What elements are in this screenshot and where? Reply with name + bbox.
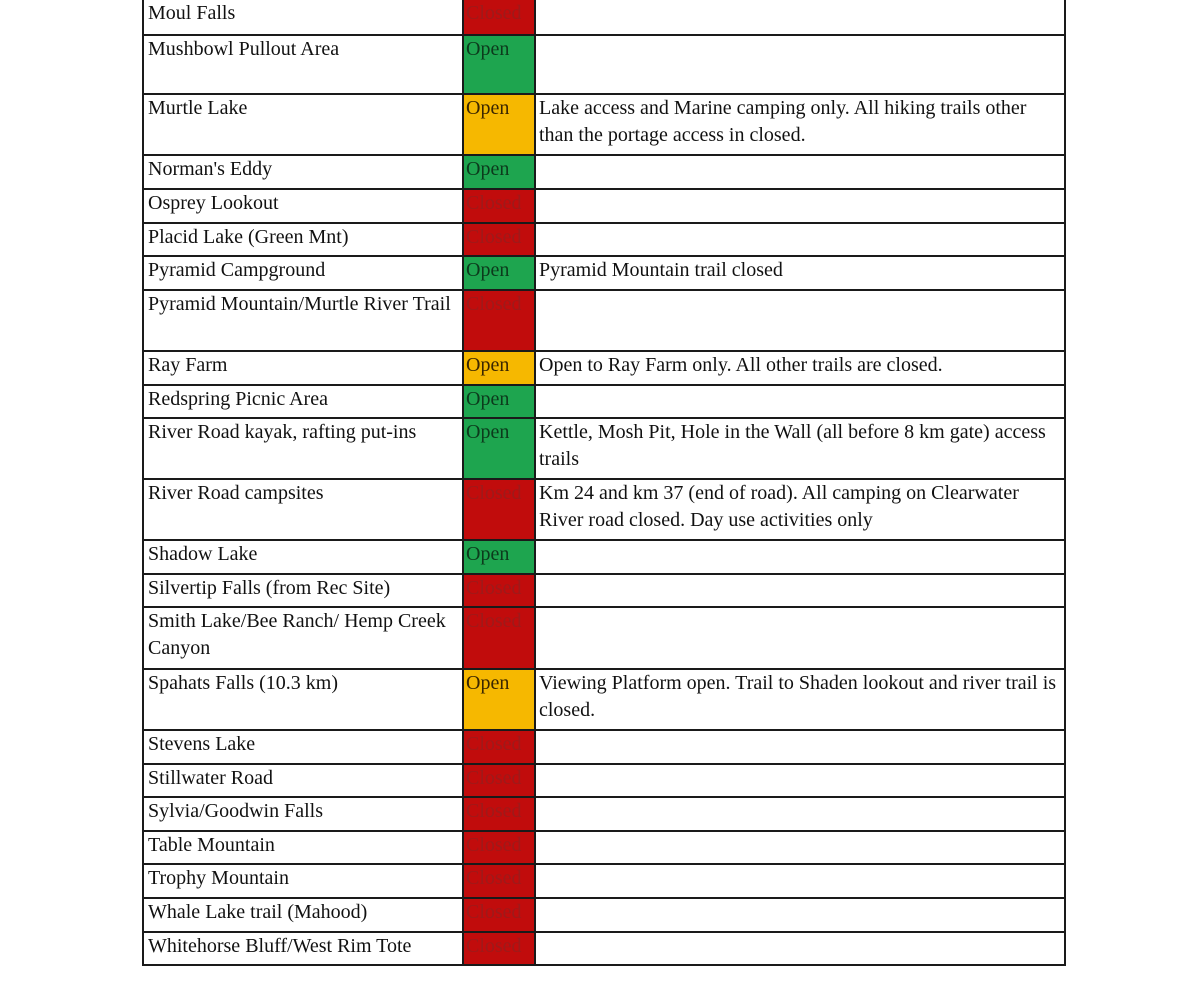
table-row — [143, 797, 1065, 831]
table-row — [143, 94, 1065, 155]
notes-cell — [535, 155, 1065, 189]
table-row — [143, 932, 1065, 965]
status-badge: Open — [463, 256, 535, 290]
table-row — [143, 730, 1065, 764]
notes-cell — [535, 797, 1065, 831]
notes-cell: Viewing Platform open. Trail to Shaden lookout and river trail is closed. — [535, 669, 1065, 730]
location-name-cell: River Road campsites — [143, 479, 463, 540]
table-row — [143, 479, 1065, 540]
status-badge: Open — [463, 540, 535, 574]
location-name-cell: Redspring Picnic Area — [143, 385, 463, 418]
location-name-cell: Moul Falls — [143, 0, 463, 35]
notes-cell — [535, 385, 1065, 418]
table-row — [143, 607, 1065, 669]
notes-cell — [535, 831, 1065, 864]
table-row — [143, 574, 1065, 607]
location-name-cell: Ray Farm — [143, 351, 463, 385]
status-badge: Closed — [463, 797, 535, 831]
status-badge: Open — [463, 385, 535, 418]
notes-cell — [535, 223, 1065, 256]
status-badge: Closed — [463, 730, 535, 764]
location-name-cell: Silvertip Falls (from Rec Site) — [143, 574, 463, 607]
status-badge: Open — [463, 94, 535, 155]
location-name-cell: Osprey Lookout — [143, 189, 463, 223]
notes-cell: Open to Ray Farm only. All other trails are closed. — [535, 351, 1065, 385]
table-row — [143, 35, 1065, 94]
status-badge: Closed — [463, 574, 535, 607]
notes-cell — [535, 764, 1065, 797]
location-name-cell: Stillwater Road — [143, 764, 463, 797]
notes-cell — [535, 932, 1065, 965]
status-badge: Open — [463, 669, 535, 730]
notes-cell — [535, 864, 1065, 898]
status-badge: Closed — [463, 831, 535, 864]
location-name-cell: Pyramid Mountain/Murtle River Trail — [143, 290, 463, 351]
table-row — [143, 256, 1065, 290]
status-badge: Closed — [463, 932, 535, 965]
status-badge: Closed — [463, 189, 535, 223]
notes-cell — [535, 607, 1065, 669]
location-name-cell: Murtle Lake — [143, 94, 463, 155]
location-name-cell: Trophy Mountain — [143, 864, 463, 898]
notes-cell — [535, 730, 1065, 764]
table-row — [143, 290, 1065, 351]
table-row — [143, 540, 1065, 574]
notes-cell — [535, 898, 1065, 932]
location-name-cell: Stevens Lake — [143, 730, 463, 764]
table-row — [143, 189, 1065, 223]
status-badge: Closed — [463, 898, 535, 932]
notes-cell — [535, 0, 1065, 35]
notes-cell: Lake access and Marine camping only. All hiking trails other than the portage access in closed. — [535, 94, 1065, 155]
trail-status-table — [142, 0, 1066, 966]
table-row — [143, 764, 1065, 797]
notes-cell — [535, 35, 1065, 94]
location-name-cell: Sylvia/Goodwin Falls — [143, 797, 463, 831]
table-row — [143, 155, 1065, 189]
status-badge: Open — [463, 351, 535, 385]
table-row — [143, 223, 1065, 256]
location-name-cell: Pyramid Campground — [143, 256, 463, 290]
location-name-cell: Smith Lake/Bee Ranch/ Hemp Creek Canyon — [143, 607, 463, 669]
location-name-cell: River Road kayak, rafting put-ins — [143, 418, 463, 479]
table-row — [143, 831, 1065, 864]
table-row — [143, 864, 1065, 898]
status-badge: Closed — [463, 764, 535, 797]
trail-status-rows — [143, 0, 1065, 965]
table-row — [143, 898, 1065, 932]
location-name-cell: Whale Lake trail (Mahood) — [143, 898, 463, 932]
notes-cell: Kettle, Mosh Pit, Hole in the Wall (all before 8 km gate) access trails — [535, 418, 1065, 479]
location-name-cell: Placid Lake (Green Mnt) — [143, 223, 463, 256]
location-name-cell: Mushbowl Pullout Area — [143, 35, 463, 94]
table-row — [143, 351, 1065, 385]
notes-cell — [535, 540, 1065, 574]
status-badge: Closed — [463, 223, 535, 256]
location-name-cell: Table Mountain — [143, 831, 463, 864]
table-row — [143, 669, 1065, 730]
location-name-cell: Whitehorse Bluff/West Rim Tote — [143, 932, 463, 965]
status-badge: Closed — [463, 479, 535, 540]
status-badge: Open — [463, 418, 535, 479]
table-row — [143, 0, 1065, 35]
location-name-cell: Shadow Lake — [143, 540, 463, 574]
location-name-cell: Spahats Falls (10.3 km) — [143, 669, 463, 730]
status-badge: Closed — [463, 290, 535, 351]
status-badge: Closed — [463, 864, 535, 898]
table-row — [143, 418, 1065, 479]
status-badge: Open — [463, 35, 535, 94]
table-row — [143, 385, 1065, 418]
status-badge: Closed — [463, 607, 535, 669]
location-name-cell: Norman's Eddy — [143, 155, 463, 189]
notes-cell — [535, 189, 1065, 223]
notes-cell — [535, 574, 1065, 607]
notes-cell: Pyramid Mountain trail closed — [535, 256, 1065, 290]
notes-cell — [535, 290, 1065, 351]
notes-cell: Km 24 and km 37 (end of road). All camping on Clearwater River road closed. Day use activities only — [535, 479, 1065, 540]
status-badge: Open — [463, 155, 535, 189]
status-badge: Closed — [463, 0, 535, 35]
